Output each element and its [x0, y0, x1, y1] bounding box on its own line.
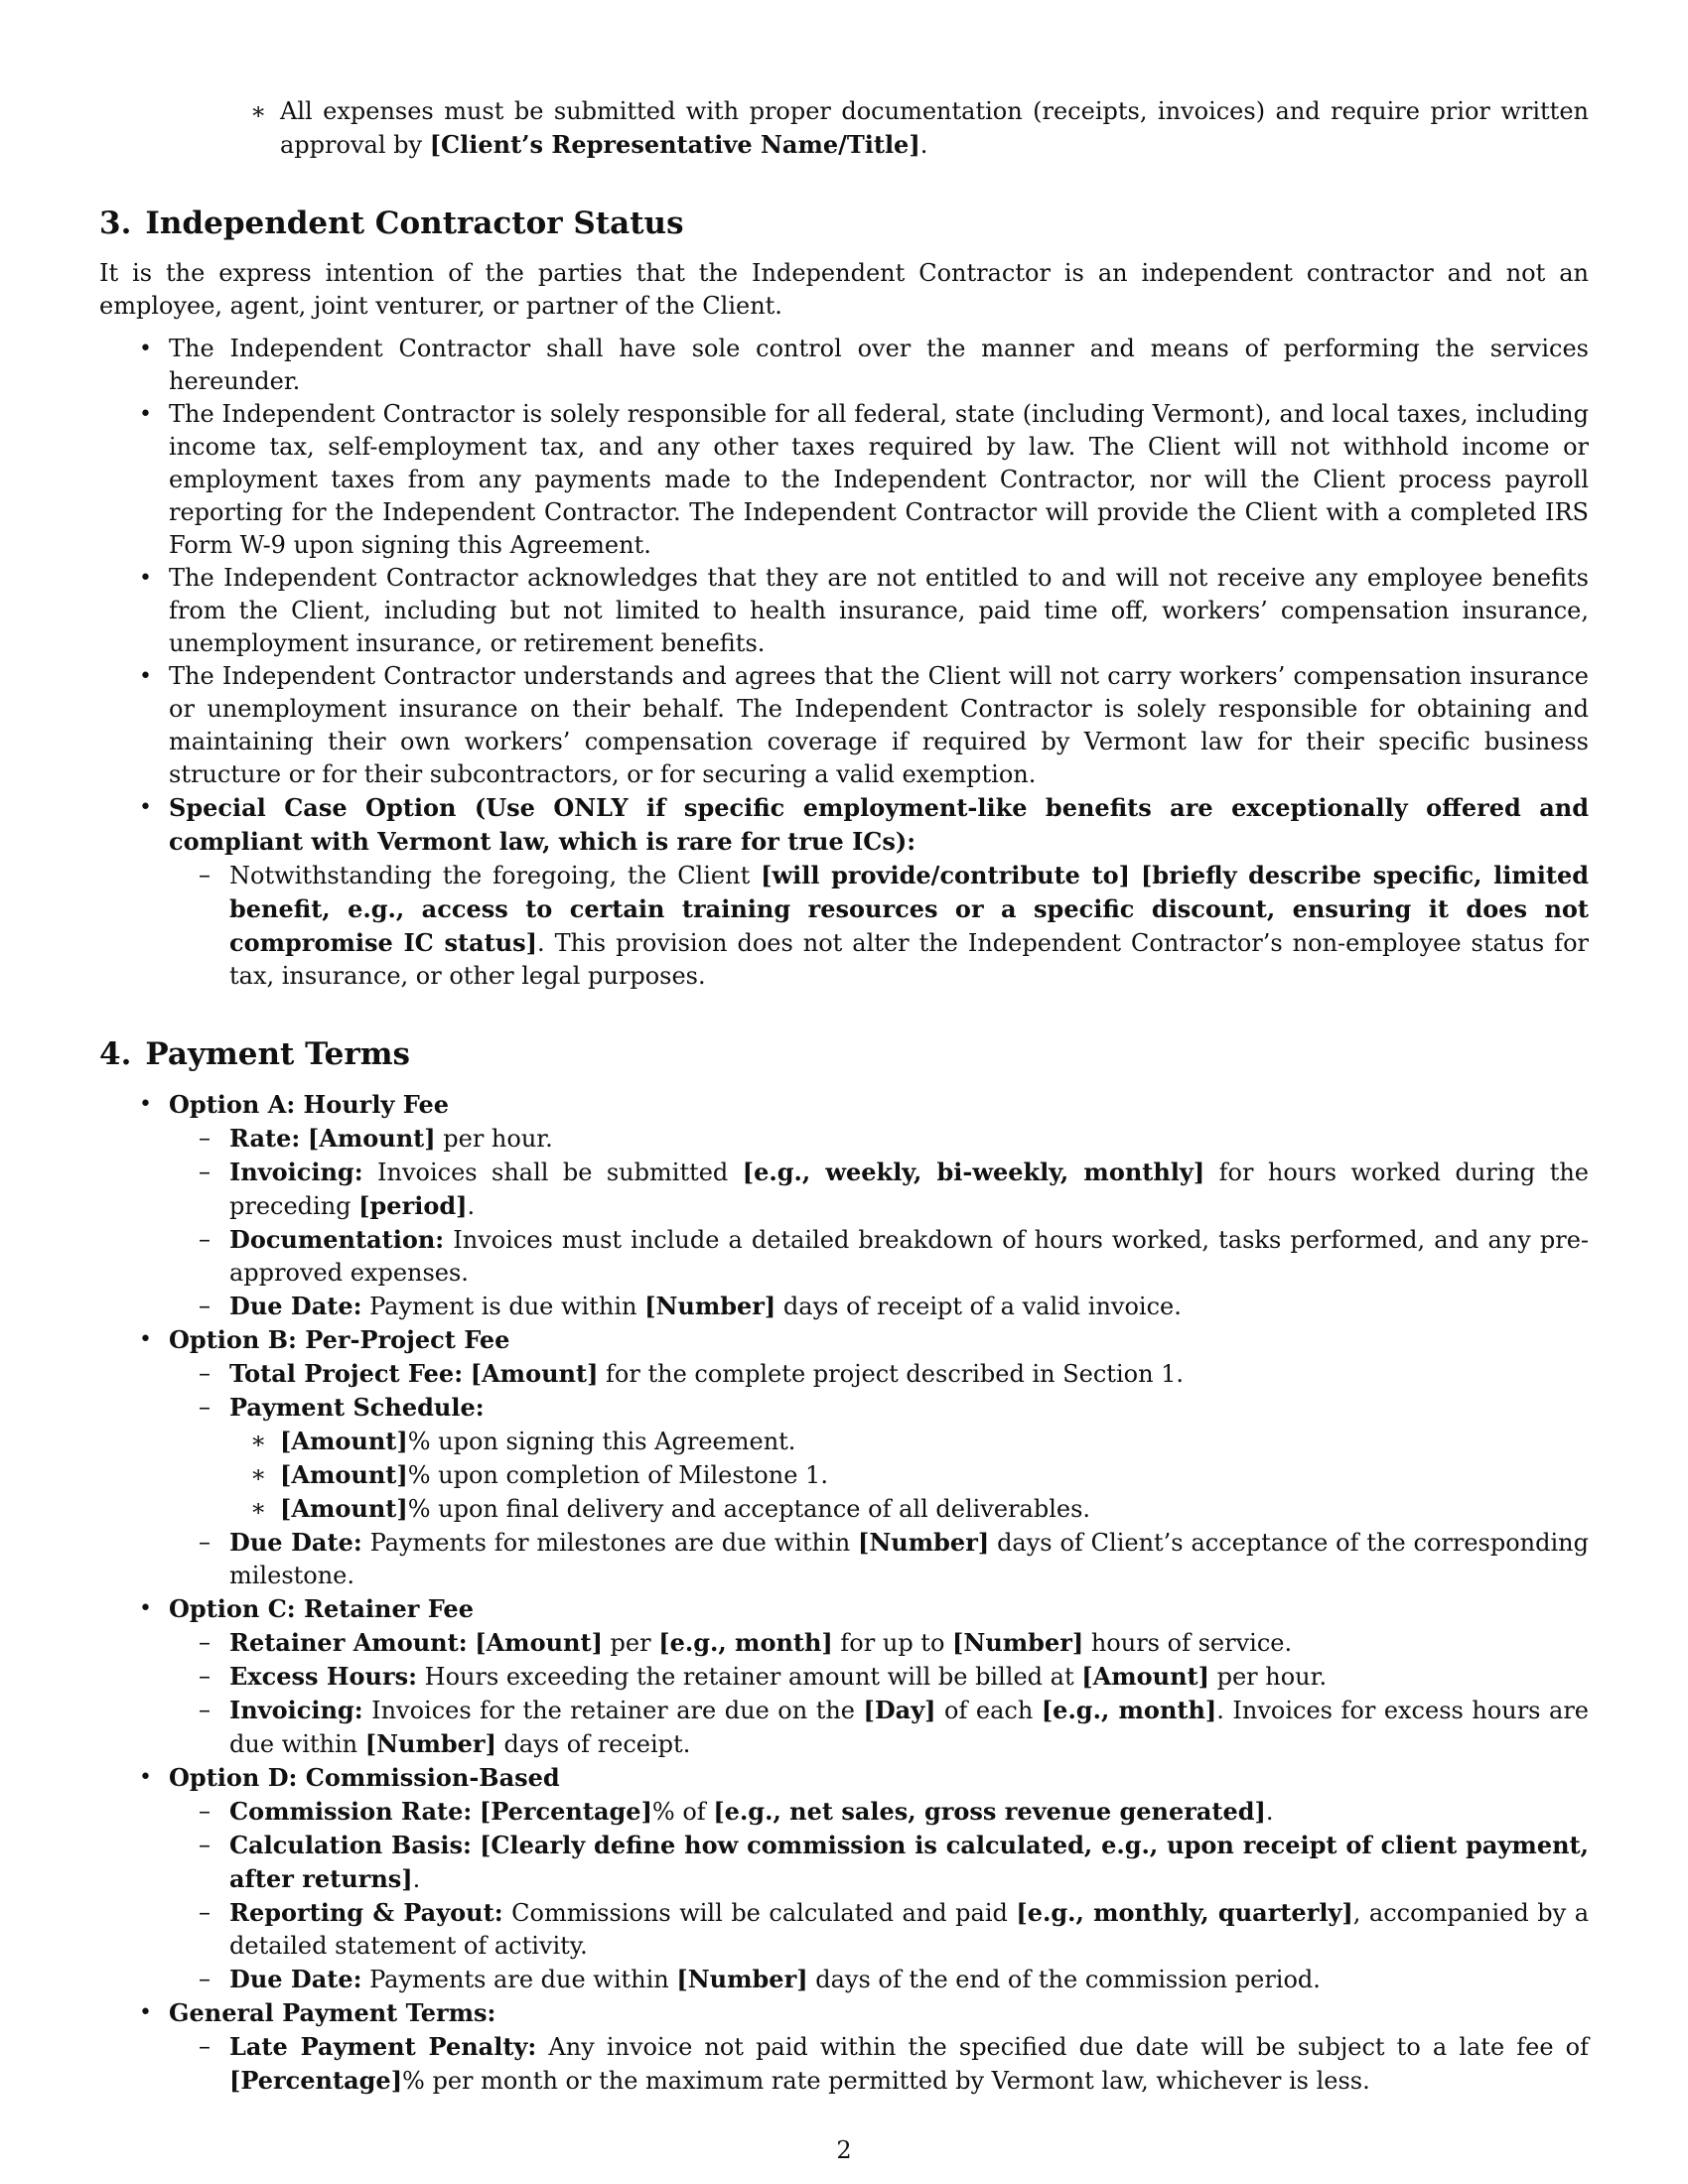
- section-3-heading: 3. Independent Contractor Status: [99, 205, 684, 241]
- list-item: – Invoicing: Invoices shall be submitted [e.g., weekly, bi-weekly, monthly] for hours worked during the preceding [period].: [199, 1158, 1589, 1220]
- dash-marker: –: [199, 861, 211, 888]
- star-marker: ∗: [250, 1460, 267, 1488]
- bullet-marker: •: [139, 2000, 152, 2025]
- dash-marker: –: [199, 1662, 211, 1690]
- dash-marker: –: [199, 1292, 211, 1319]
- dash-marker: –: [199, 1898, 211, 1926]
- option-c-heading: • Option C: Retainer Fee: [139, 1594, 474, 1623]
- document-page: [99, 95, 1589, 2098]
- special-case-detail: – Notwithstanding the foregoing, the Client [will provide/contribute to] [briefly describe specific, limited benefit, e.g., access to certain training resources or a specific discount, ensuring it does not compromise IC status]. This provision does not alter the Independent Contractor’s non-employee status for tax, insurance, or other legal purposes.: [199, 861, 1590, 990]
- dash-marker: –: [199, 1393, 211, 1421]
- dash-marker: –: [199, 1965, 211, 1992]
- list-item: – Due Date: Payment is due within [Number] days of receipt of a valid invoice.: [199, 1292, 1182, 1320]
- schedule-item: ∗ [Amount]% upon final delivery and acceptance of all deliverables.: [250, 1494, 1091, 1523]
- section-3-intro: It is the express intention of the parties that the Independent Contractor is an independent contractor and not an employee, agent, joint venturer, or partner of the Client.: [99, 259, 1589, 320]
- list-item: • The Independent Contractor is solely responsible for all federal, state (including Vermont), and local taxes, including income tax, self-employment tax, and any other taxes required by law. The Client will not withhold income or employment taxes from any payments made to the Independent Contractor, nor will the Client process payroll reporting for the Independent Contractor. The Independent Contractor will provide the Client with a completed IRS Form W-9 upon signing this Agreement.: [139, 400, 1589, 559]
- list-item: – Excess Hours: Hours exceeding the retainer amount will be billed at [Amount] per hour.: [199, 1662, 1328, 1691]
- list-item: – Retainer Amount: [Amount] per [e.g., month] for up to [Number] hours of service.: [199, 1628, 1293, 1657]
- page-number: 2: [836, 2136, 852, 2164]
- expense-approval-item: ∗ All expenses must be submitted with proper documentation (receipts, invoices) and require prior written approval by [Client’s Representative Name/Title].: [250, 97, 1589, 159]
- list-item: – Invoicing: Invoices for the retainer are due on the [Day] of each [e.g., month]. Invoices for excess hours are due within [Number] days of receipt.: [199, 1696, 1589, 1758]
- dash-marker: –: [199, 1831, 211, 1858]
- list-item: • The Independent Contractor shall have sole control over the manner and means of performing the services hereunder.: [139, 335, 1589, 395]
- special-case-item: • Special Case Option (Use ONLY if specific employment-like benefits are exceptionally offered and compliant with Vermont law, which is rare for true ICs):: [139, 793, 1589, 856]
- dash-marker: –: [199, 1124, 211, 1152]
- schedule-item: ∗ [Amount]% upon signing this Agreement.: [250, 1427, 796, 1455]
- section-4-heading: 4. Payment Terms: [99, 1036, 410, 1072]
- list-item: – Documentation: Invoices must include a detailed breakdown of hours worked, tasks performed, and any pre-approved expenses.: [199, 1225, 1589, 1287]
- general-terms-heading: • General Payment Terms:: [139, 1998, 496, 2027]
- section-4-list: [99, 1088, 1589, 2098]
- bullet-marker: •: [139, 795, 152, 820]
- section-3-list: [99, 333, 1589, 993]
- list-item: • The Independent Contractor acknowledges that they are not entitled to and will not receive any employee benefits from the Client, including but not limited to health insurance, paid time off, workers’ compensation insurance, unemployment insurance, or retirement benefits.: [139, 564, 1589, 657]
- option-d-heading: • Option D: Commission-Based: [139, 1763, 560, 1792]
- dash-marker: –: [199, 1225, 211, 1253]
- list-item: – Rate: [Amount] per hour.: [199, 1124, 553, 1153]
- list-item: – Commission Rate: [Percentage]% of [e.g., net sales, gross revenue generated].: [199, 1797, 1274, 1826]
- bullet-marker: •: [139, 1327, 152, 1352]
- schedule-item: ∗ [Amount]% upon completion of Milestone 1.: [250, 1460, 828, 1489]
- bullet-marker: •: [139, 337, 152, 361]
- bullet-marker: •: [139, 1596, 152, 1621]
- bullet-marker: •: [139, 1092, 152, 1117]
- star-marker: ∗: [250, 1427, 267, 1454]
- bullet-marker: •: [139, 402, 152, 427]
- list-item: – Late Payment Penalty: Any invoice not paid within the specified due date will be subject to a late fee of [Percentage]% per month or the maximum rate permitted by Vermont law, whichever is less.: [199, 2032, 1589, 2095]
- bullet-marker: •: [139, 1765, 152, 1790]
- star-marker: ∗: [250, 97, 267, 125]
- list-item: – Total Project Fee: [Amount] for the complete project described in Section 1.: [199, 1359, 1185, 1388]
- option-a-heading: • Option A: Hourly Fee: [139, 1090, 449, 1119]
- list-item: – Due Date: Payments are due within [Number] days of the end of the commission period.: [199, 1965, 1321, 1993]
- bullet-marker: •: [139, 664, 152, 689]
- list-item: – Payment Schedule:: [199, 1393, 485, 1422]
- dash-marker: –: [199, 2032, 211, 2060]
- dash-marker: –: [199, 1158, 211, 1185]
- list-item: • The Independent Contractor understands and agrees that the Client will not carry workers’ compensation insurance or unemployment insurance on their behalf. The Independent Contractor is solely responsible for obtaining and maintaining their own workers’ compensation coverage if required by Vermont law for their specific business structure or for their subcontractors, or for securing a valid exemption.: [139, 662, 1589, 788]
- dash-marker: –: [199, 1528, 211, 1556]
- bullet-marker: •: [139, 566, 152, 591]
- star-marker: ∗: [250, 1494, 267, 1522]
- option-b-heading: • Option B: Per-Project Fee: [139, 1325, 510, 1354]
- dash-marker: –: [199, 1797, 211, 1825]
- list-item: – Calculation Basis: [Clearly define how commission is calculated, e.g., upon receipt of client payment, after returns].: [199, 1831, 1589, 1893]
- dash-marker: –: [199, 1696, 211, 1723]
- list-item: – Due Date: Payments for milestones are due within [Number] days of Client’s acceptance of the corresponding milestone.: [199, 1528, 1590, 1589]
- dash-marker: –: [199, 1359, 211, 1387]
- dash-marker: –: [199, 1628, 211, 1656]
- list-item: – Reporting & Payout: Commissions will be calculated and paid [e.g., monthly, quarterly], accompanied by a detailed statement of activity.: [199, 1898, 1590, 1960]
